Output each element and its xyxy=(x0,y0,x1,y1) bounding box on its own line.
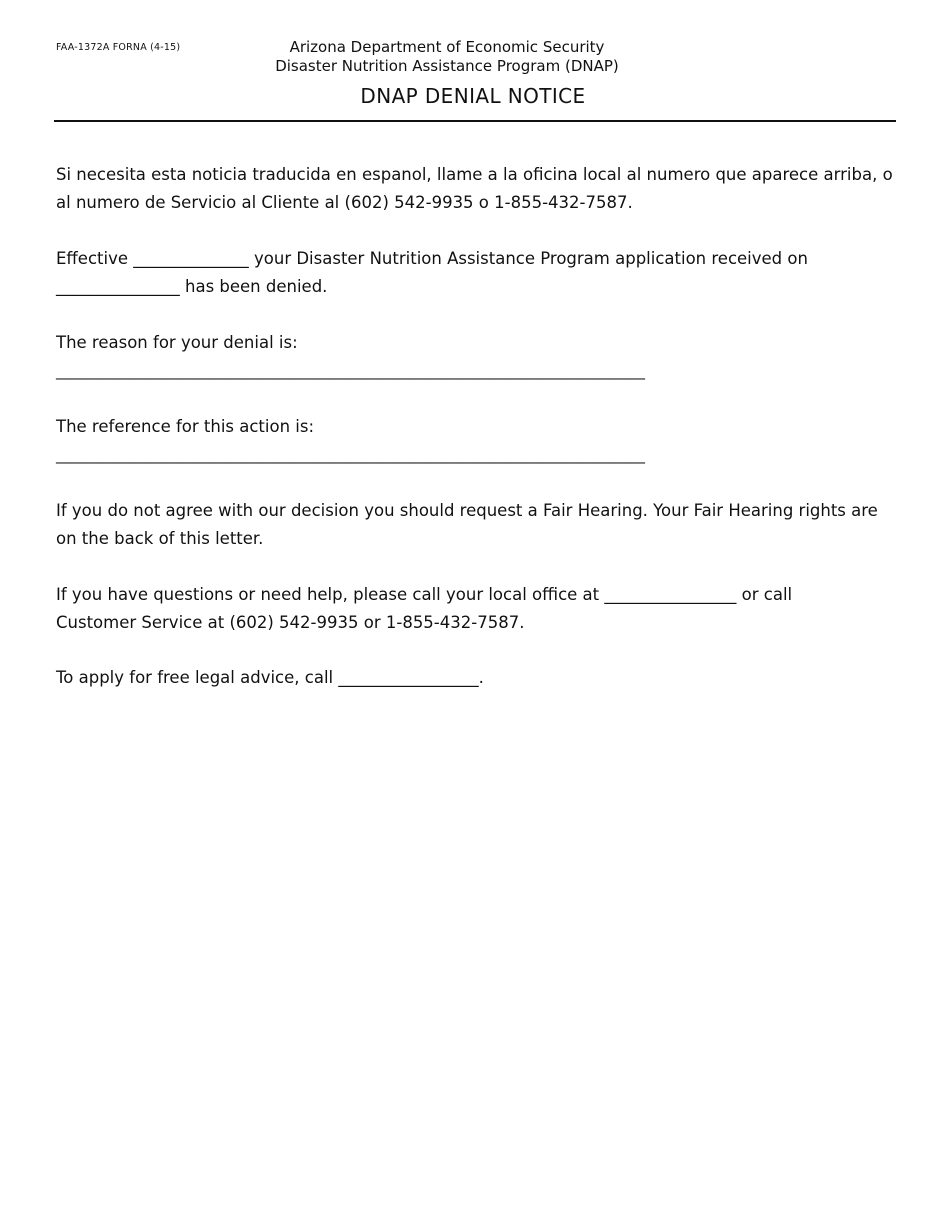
agency-name: Arizona Department of Economic Security xyxy=(289,38,605,56)
program-name: Disaster Nutrition Assistance Program (DNAP) xyxy=(275,57,619,75)
effective-suffix: has been denied. xyxy=(185,277,328,296)
effective-prefix: Effective xyxy=(56,249,128,268)
effective-date-blank: ______________ xyxy=(133,249,249,268)
local-office-phone-blank: ________________ xyxy=(604,585,737,604)
questions-prefix: If you have questions or need help, please call your local office at xyxy=(56,585,600,604)
questions-paragraph xyxy=(56,581,896,637)
questions-middle: or call xyxy=(741,585,793,604)
received-date-blank: _______________ xyxy=(56,277,180,296)
page-title: DNAP DENIAL NOTICE xyxy=(360,84,586,108)
form-code: FAA-1372A FORNA (4-15) xyxy=(56,42,181,53)
reason-blank: ____________________________________________________________________________ xyxy=(56,362,645,380)
legal-advice-paragraph xyxy=(56,664,896,692)
spanish-notice: Si necesita esta noticia traducida en espanol, llame a la oficina local al numero que aparece arriba, o al numero de Servicio al Cliente al (602) 542-9935 o 1-855-432-7587. xyxy=(56,165,893,212)
header-divider xyxy=(54,120,896,122)
reference-blank: ____________________________________________________________________________ xyxy=(56,446,645,464)
legal-end: . xyxy=(478,668,484,687)
legal-phone-blank: _________________ xyxy=(338,668,479,687)
reason-label: The reason for your denial is: xyxy=(56,333,298,352)
fair-hearing-paragraph: If you do not agree with our decision you should request a Fair Hearing. Your Fair Hearing rights are on the back of this letter. xyxy=(56,501,878,548)
questions-suffix: Customer Service at (602) 542-9935 or 1-855-432-7587. xyxy=(56,613,525,632)
effective-paragraph xyxy=(56,245,896,301)
legal-prefix: To apply for free legal advice, call xyxy=(56,668,334,687)
effective-middle: your Disaster Nutrition Assistance Program application received on xyxy=(254,249,808,268)
reference-label: The reference for this action is: xyxy=(56,417,315,436)
